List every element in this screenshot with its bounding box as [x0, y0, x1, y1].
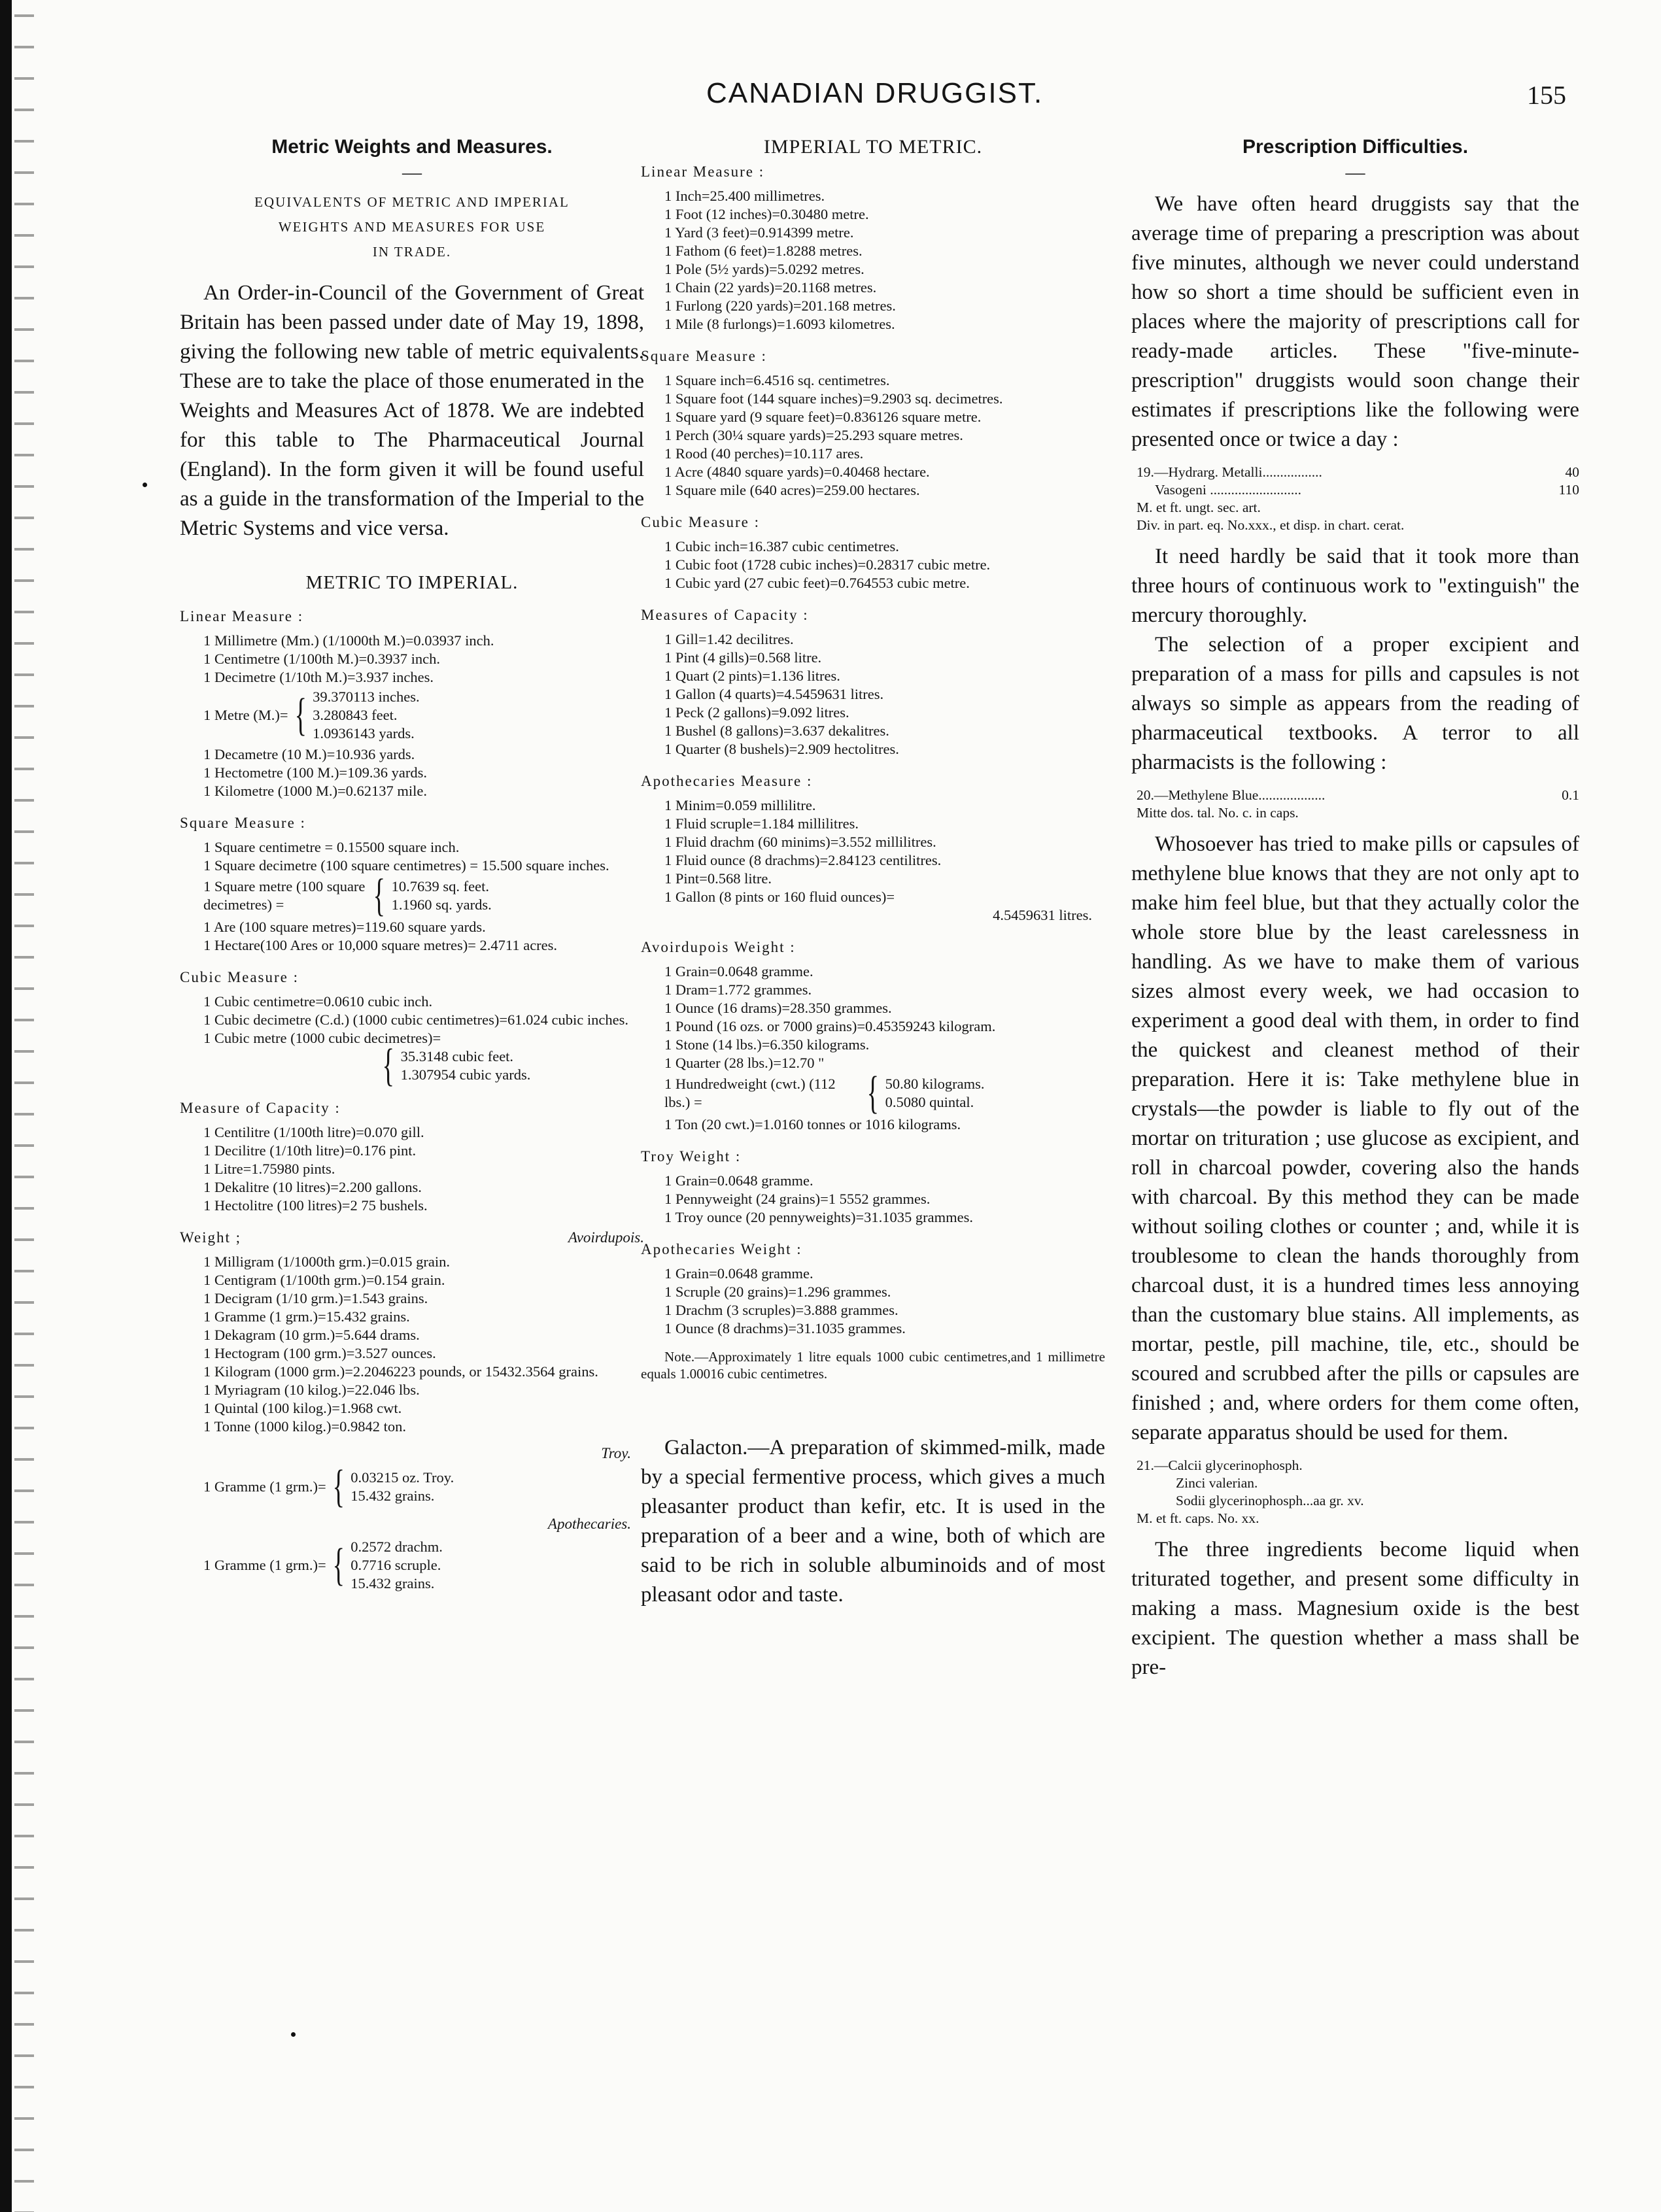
table-entry: 1 Grain=0.0648 gramme.	[641, 1265, 1105, 1283]
category-heading: Measure of Capacity :	[180, 1100, 341, 1116]
page-number: 155	[1527, 80, 1566, 110]
table-entry: 1 Decimetre (1/10th M.)=3.937 inches.	[180, 668, 644, 687]
braced-values	[885, 1075, 985, 1112]
article-intro	[180, 279, 644, 543]
category-heading: Avoirdupois Weight :	[641, 939, 796, 955]
article-body	[1131, 542, 1579, 777]
table-entry: 1 Yard (3 feet)=0.914399 metre.	[641, 224, 1105, 242]
article-title: Prescription Difficulties.	[1242, 136, 1469, 158]
braced-value: 15.432 grains.	[351, 1575, 435, 1591]
table-entry: 1 Acre (4840 square yards)=0.40468 hectare.	[641, 463, 1105, 481]
paragraph: The selection of a proper excipient and preparation of a mass for pills and capsules is not always so simple as appears from the reading of pharmaceutical textbooks. A terror to all pharmacists is the following :	[1131, 633, 1579, 774]
table-entry: 1 Dekalitre (10 litres)=2.200 gallons.	[180, 1178, 644, 1197]
category-heading: Measures of Capacity :	[641, 607, 809, 623]
rx-line: Sodii glycerinophosph...aa gr. xv.	[1176, 1493, 1364, 1508]
table-entry: 1 Pint=0.568 litre.	[641, 870, 1105, 888]
table-entry: 1 Litre=1.75980 pints.	[180, 1160, 644, 1178]
table-entry: 1 Fluid ounce (8 drachms)=2.84123 centilitres.	[641, 851, 1105, 870]
category-subheading: Troy.	[601, 1445, 631, 1461]
table-entry: 1 Troy ounce (20 pennyweights)=31.1035 grammes.	[641, 1208, 1105, 1227]
table-entry: 1 Fluid drachm (60 minims)=3.552 millilitres.	[641, 833, 1105, 851]
table-entry: 1 Centimetre (1/100th M.)=0.3937 inch.	[180, 650, 644, 668]
column-imperial-to-metric	[641, 136, 1105, 1610]
table-entry: 1 Pole (5½ yards)=5.0292 metres.	[641, 260, 1105, 279]
table-entry: 1 Furlong (220 yards)=201.168 metres.	[641, 297, 1105, 315]
brace-glyph: {	[373, 870, 386, 921]
table-entry: 1 Milligram (1/1000th grm.)=0.015 grain.	[180, 1253, 644, 1271]
table-entry: 1 Inch=25.400 millimetres.	[641, 187, 1105, 205]
table-entry: 1 Chain (22 yards)=20.1168 metres.	[641, 279, 1105, 297]
table-entry: 1 Foot (12 inches)=0.30480 metre.	[641, 205, 1105, 224]
table-entry: 1 Square yard (9 square feet)=0.836126 square metre.	[641, 408, 1105, 426]
table-entry: 1 Dram=1.772 grammes.	[641, 981, 1105, 999]
paragraph: The three ingredients become liquid when triturated together, and present some difficulty in making a mass. Magnesium oxide is the best excipient. The question whether a mass shall be pre-	[1131, 1538, 1579, 1679]
table-entry: 1 Mile (8 furlongs)=1.6093 kilometres.	[641, 315, 1105, 333]
table-entry: 1 Square mile (640 acres)=259.00 hectares.	[641, 481, 1105, 500]
table-entry: 1 Cubic foot (1728 cubic inches)=0.28317 cubic metre.	[641, 556, 1105, 574]
brace-glyph: {	[332, 1461, 345, 1512]
running-header	[0, 77, 1661, 123]
braced-values	[351, 1469, 454, 1505]
article-title: Metric Weights and Measures.	[271, 136, 553, 158]
subhead-line: WEIGHTS AND MEASURES FOR USE	[278, 219, 546, 235]
braced-entry	[180, 1461, 644, 1512]
print-speck	[143, 483, 147, 487]
rx-line: 20.—Methylene Blue...................	[1137, 787, 1326, 803]
rx-quantity: 40	[1565, 464, 1579, 480]
rx-quantity: 110	[1558, 482, 1579, 498]
category-heading: Square Measure :	[180, 815, 306, 831]
print-speck	[291, 2032, 296, 2037]
braced-value: 0.5080 quintal.	[885, 1094, 974, 1110]
intro-paragraph: An Order-in-Council of the Government of Great Britain has been passed under date of May 19, 1898, giving the following new table of metric equivalents. These are to take the place of those enumerated in the Weights and Measures Act of 1878. We are indebted for this table to The Pharmaceutical Journal (England). In the form given it will be found useful as a guide in the transformation of the Imperial to the Metric Systems and vice versa.	[180, 281, 644, 540]
table-entry: 1 Ton (20 cwt.)=1.0160 tonnes or 1016 kilograms.	[641, 1115, 1105, 1134]
braced-value: 0.7716 scruple.	[351, 1557, 441, 1573]
brace-glyph: {	[294, 690, 307, 740]
paragraph: It need hardly be said that it took more than three hours of continuous work to "extinguish" the mercury thoroughly.	[1131, 545, 1579, 627]
table-entry: 1 Decametre (10 M.)=10.936 yards.	[180, 745, 644, 764]
table-entry: 1 Dekagram (10 grm.)=5.644 drams.	[180, 1326, 644, 1344]
title-dash: —	[1345, 162, 1365, 183]
table-entry: 1 Stone (14 lbs.)=6.350 kilograms.	[641, 1036, 1105, 1054]
braced-values	[313, 688, 420, 743]
table-entry: 1 Hectolitre (100 litres)=2 75 bushels.	[180, 1197, 644, 1215]
table-entry: 1 Hectometre (100 M.)=109.36 yards.	[180, 764, 644, 782]
braced-value: 3.280843 feet.	[313, 707, 398, 723]
braced-value: 35.3148 cubic feet.	[400, 1048, 514, 1064]
table-entry: 1 Pennyweight (24 grains)=1 5552 grammes.	[641, 1190, 1105, 1208]
table-note: Note.—Approximately 1 litre equals 1000 cubic centimetres,and 1 millimetre equals 1.00016 cubic centimetres.	[641, 1349, 1105, 1382]
category-heading: Square Measure :	[641, 348, 767, 364]
table-entry: 1 Square decimetre (100 square centimetres) = 15.500 square inches.	[180, 857, 644, 875]
table-entry: 1 Hectogram (100 grm.)=3.527 ounces.	[180, 1344, 644, 1363]
braced-value: 15.432 grains.	[351, 1488, 435, 1504]
table-entry: 1 Peck (2 gallons)=9.092 litres.	[641, 704, 1105, 722]
braced-value: 39.370113 inches.	[313, 689, 420, 705]
table-entry: 1 Drachm (3 scruples)=3.888 grammes.	[641, 1301, 1105, 1319]
subhead-line: IN TRADE.	[372, 244, 452, 260]
table-entry: 1 Grain=0.0648 gramme.	[641, 1172, 1105, 1190]
article-body	[1131, 190, 1579, 454]
table-entry: 1 Cubic decimetre (C.d.) (1000 cubic centimetres)=61.024 cubic inches.	[180, 1011, 644, 1029]
section-heading: IMPERIAL TO METRIC.	[763, 136, 983, 158]
paragraph: We have often heard druggists say that the average time of preparing a prescription was about five minutes, although we never could understand how so short a time should be sufficient even in places where the majority of prescriptions call for ready-made articles. These "five-minute-prescription" druggists would soon change their estimates if prescriptions like the following were presented once or twice a day :	[1131, 192, 1579, 451]
rx-line: Mitte dos. tal. No. c. in caps.	[1137, 805, 1299, 821]
prescription-19	[1137, 464, 1579, 534]
table-entry: 1 Pint (4 gills)=0.568 litre.	[641, 649, 1105, 667]
page-edge-marks	[14, 0, 34, 2212]
table-entry: 1 Scruple (20 grains)=1.296 grammes.	[641, 1283, 1105, 1301]
table-entry: 1 Gallon (4 quarts)=4.5459631 litres.	[641, 685, 1105, 704]
braced-value: 50.80 kilograms.	[885, 1076, 985, 1092]
braced-entry	[641, 1068, 1105, 1118]
table-entry: 1 Gallon (8 pints or 160 fluid ounces)=	[641, 888, 1105, 906]
brace-glyph: {	[332, 1540, 345, 1590]
article-subhead	[180, 190, 644, 264]
rx-line: Vasogeni ..........................	[1155, 482, 1301, 498]
category-heading: Linear Measure :	[641, 163, 765, 180]
table-entry: 1 Quart (2 pints)=1.136 litres.	[641, 667, 1105, 685]
table-entry: 1 Fluid scruple=1.184 millilitres.	[641, 815, 1105, 833]
table-entry: 1 Cubic centimetre=0.0610 cubic inch.	[180, 993, 644, 1011]
braced-entry-label: 1 Hundredweight (cwt.) (112 lbs.) =	[664, 1076, 836, 1110]
braced-value: 0.2572 drachm.	[351, 1539, 443, 1555]
table-entry: 1 Tonne (1000 kilog.)=0.9842 ton.	[180, 1418, 644, 1436]
category-heading: Apothecaries Weight :	[641, 1241, 802, 1257]
rx-quantity: 0.1	[1562, 787, 1579, 803]
table-entry: 1 Bushel (8 gallons)=3.637 dekalitres.	[641, 722, 1105, 740]
table-entry: 1 Quarter (28 lbs.)=12.70 "	[641, 1054, 1105, 1072]
table-entry: 1 Minim=0.059 millilitre.	[641, 796, 1105, 815]
table-entry-continued: 4.5459631 litres.	[993, 907, 1092, 923]
braced-entry-label: 1 Gramme (1 grm.)=	[203, 1557, 326, 1573]
paragraph: Whosoever has tried to make pills or capsules of methylene blue knows that they are not only apt to make him feel blue, but that they actually color the whole store blue by the least carelessness in handling. As we have to make them of various sizes almost every week, we had occasion to experiment a good deal with them, in order to find the quickest and cleanest method of their preparation. Here it is: Take methylene blue in crystals—the powder is liable to fly out of the mortar on trituration ; use glucose as excipient, and roll in charcoal powder, covering also the hands with charcoal. By this method they can be made without soiling clothes or counter ; and, while it is troublesome to clean the hands thoroughly from charcoal dust, it is a hundred times less annoying than the customary blue stains. All implements, as mortar, pestle, pill machine, tile, etc., should be scoured and scrubbed after the pills or capsules are finished ; and, where orders for them come often, separate apparatus should be used for them.	[1131, 832, 1579, 1444]
subhead-line: EQUIVALENTS OF METRIC AND IMPERIAL	[254, 194, 570, 210]
table-entry: 1 Myriagram (10 kilog.)=22.046 lbs.	[180, 1381, 644, 1399]
table-entry: 1 Centilitre (1/100th litre)=0.070 gill.	[180, 1123, 644, 1142]
rx-line: 21.—Calcii glycerinophosph.	[1137, 1457, 1303, 1473]
braced-entry	[180, 1538, 644, 1593]
braced-entry	[180, 870, 644, 921]
table-entry: 1 Pound (16 ozs. or 7000 grains)=0.45359243 kilogram.	[641, 1017, 1105, 1036]
table-entry: 1 Kilogram (1000 grm.)=2.2046223 pounds, or 15432.3564 grains.	[180, 1363, 644, 1381]
column-metric-weights	[180, 136, 644, 1595]
brace-glyph: {	[866, 1068, 880, 1118]
table-entry: 1 Kilometre (1000 M.)=0.62137 mile.	[180, 782, 644, 800]
table-entry: 1 Gramme (1 grm.)=15.432 grains.	[180, 1308, 644, 1326]
category-subheading: Apothecaries.	[547, 1516, 631, 1532]
braced-value: 0.03215 oz. Troy.	[351, 1469, 454, 1486]
category-subheading: Avoirdupois.	[568, 1229, 644, 1246]
category-heading: Cubic Measure :	[180, 969, 300, 985]
table-entry: 1 Quarter (8 bushels)=2.909 hectolitres.	[641, 740, 1105, 758]
rx-line: Zinci valerian.	[1176, 1475, 1258, 1491]
table-entry: 1 Gill=1.42 decilitres.	[641, 630, 1105, 649]
braced-value: 10.7639 sq. feet.	[391, 878, 489, 894]
table-entry: 1 Centigram (1/100th grm.)=0.154 grain.	[180, 1271, 644, 1289]
category-heading: Troy Weight :	[641, 1148, 742, 1165]
category-heading: Weight ;	[180, 1229, 241, 1246]
journal-title: CANADIAN DRUGGIST.	[706, 77, 1044, 109]
category-heading: Apothecaries Measure :	[641, 773, 813, 789]
table-entry: 1 Are (100 square metres)=119.60 square yards.	[180, 918, 644, 936]
table-entry: 1 Square inch=6.4516 sq. centimetres.	[641, 371, 1105, 390]
category-heading: Cubic Measure :	[641, 514, 761, 530]
brace-glyph: {	[382, 1040, 395, 1091]
table-entry: 1 Grain=0.0648 gramme.	[641, 962, 1105, 981]
table-entry: 1 Perch (30¼ square yards)=25.293 square metres.	[641, 426, 1105, 445]
table-entry: 1 Ounce (16 drams)=28.350 grammes.	[641, 999, 1105, 1017]
section-heading: METRIC TO IMPERIAL.	[305, 572, 519, 593]
category-heading-row	[180, 1229, 644, 1246]
table-entry: 1 Quintal (100 kilog.)=1.968 cwt.	[180, 1399, 644, 1418]
page-binding-edge	[0, 0, 12, 2212]
braced-value: 1.307954 cubic yards.	[400, 1066, 531, 1083]
table-entry: 1 Fathom (6 feet)=1.8288 metres.	[641, 242, 1105, 260]
category-heading: Linear Measure :	[180, 608, 304, 624]
table-entry: 1 Millimetre (Mm.) (1/1000th M.)=0.03937 inch.	[180, 632, 644, 650]
prescription-21	[1137, 1457, 1579, 1527]
column-prescription-difficulties	[1131, 136, 1579, 1682]
table-entry: 1 Rood (40 perches)=10.117 ares.	[641, 445, 1105, 463]
table-entry: 1 Square centimetre = 0.15500 square inch.	[180, 838, 644, 857]
galacton-text: Galacton.—A preparation of skimmed-milk, made by a special fermentive process, which gives a much pleasanter product than kefir, etc. It is used in the preparation of a beer and a wine, both of which are said to be rich in soluble albuminoids and of most pleasant odor and taste.	[641, 1436, 1105, 1607]
table-entry: 1 Square foot (144 square inches)=9.2903 sq. decimetres.	[641, 390, 1105, 408]
braced-entry-label: 1 Square metre (100 square decimetres) =	[203, 878, 366, 913]
table-entry: 1 Cubic yard (27 cubic feet)=0.764553 cubic metre.	[641, 574, 1105, 592]
rx-line: 19.—Hydrarg. Metalli.................	[1137, 464, 1322, 480]
braced-value: 1.0936143 yards.	[313, 725, 415, 741]
braced-entry	[180, 688, 644, 743]
table-entry: 1 Ounce (8 drachms)=31.1035 grammes.	[641, 1319, 1105, 1338]
braced-entry-label: 1 Gramme (1 grm.)=	[203, 1478, 326, 1495]
article-body	[1131, 830, 1579, 1448]
braced-entry-label: 1 Metre (M.)=	[203, 707, 288, 723]
braced-entry	[180, 1040, 644, 1091]
prescription-20	[1137, 787, 1579, 822]
table-entry: 1 Cubic metre (1000 cubic decimetres)=	[180, 1029, 644, 1047]
article-body	[1131, 1535, 1579, 1682]
braced-values	[351, 1538, 443, 1593]
braced-values	[401, 1047, 531, 1084]
table-entry: 1 Decilitre (1/10th litre)=0.176 pint.	[180, 1142, 644, 1160]
table-entry: 1 Hectare(100 Ares or 10,000 square metres)= 2.4711 acres.	[180, 936, 644, 955]
table-entry: 1 Cubic inch=16.387 cubic centimetres.	[641, 537, 1105, 556]
table-entry: 1 Decigram (1/10 grm.)=1.543 grains.	[180, 1289, 644, 1308]
rx-line: M. et ft. caps. No. xx.	[1137, 1510, 1259, 1526]
braced-value: 1.1960 sq. yards.	[391, 896, 492, 913]
rx-line: M. et ft. ungt. sec. art.	[1137, 500, 1261, 515]
rx-line: Div. in part. eq. No.xxx., et disp. in chart. cerat.	[1137, 517, 1405, 533]
title-dash: —	[402, 162, 422, 183]
galacton-paragraph	[641, 1433, 1105, 1610]
braced-values	[392, 877, 492, 914]
